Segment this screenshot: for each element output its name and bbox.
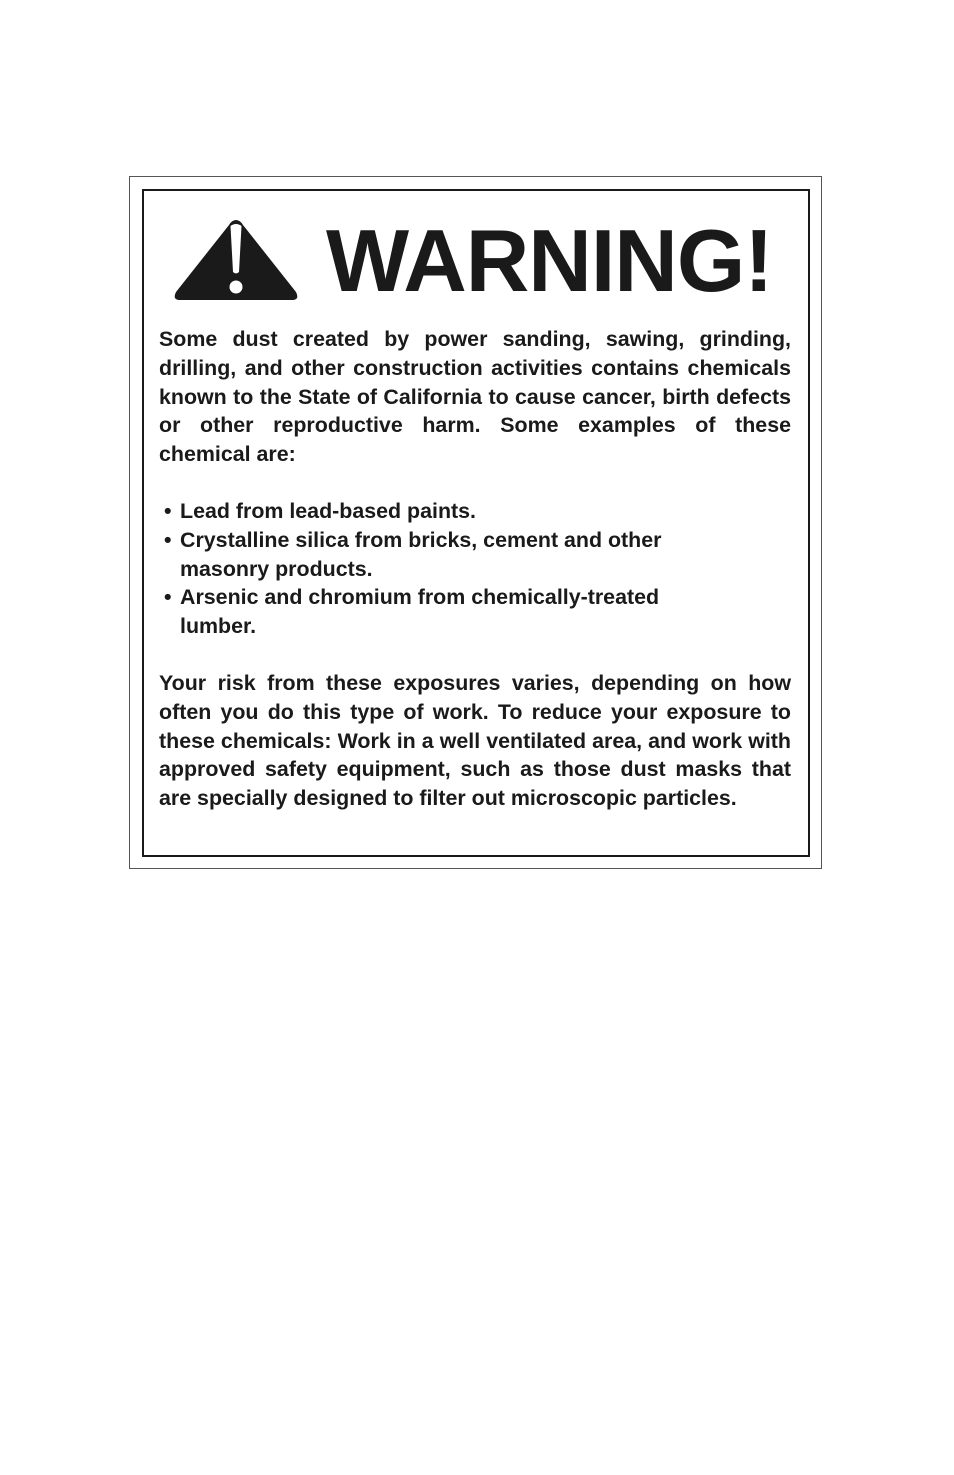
bullet-icon: • [164, 499, 172, 523]
list-item-text: Arsenic and chromium from chemically-treated lumber. [180, 585, 660, 639]
examples-list [164, 497, 764, 641]
list-item [164, 526, 764, 584]
list-item-text: Lead from lead-based paints. [180, 499, 476, 523]
outro-paragraph [159, 669, 791, 813]
list-item [164, 497, 764, 526]
bullet-icon: • [164, 585, 172, 610]
intro-text: Some dust created by power sanding, sawing, grinding, drilling, and other construction activities contains chemicals known to the State of California to cause cancer, birth defects or other reproductive harm. Some examples of these chemical are: [159, 327, 791, 467]
list-item-text: Crystalline silica from bricks, cement and other masonry products. [180, 527, 662, 581]
outro-text: Your risk from these exposures varies, depending on how often you do this type of work. To reduce your exposure to these chemicals: Work in a well ventilated area, and work with approved safety equipment, such as those dust masks that are specially designed to filter out microscopic particles. [159, 671, 791, 811]
intro-paragraph [159, 325, 791, 469]
warning-title: WARNING! [326, 211, 773, 310]
warning-triangle-icon [172, 214, 300, 302]
warning-header [172, 212, 787, 310]
list-item [164, 583, 764, 641]
bullet-icon: • [164, 527, 172, 552]
